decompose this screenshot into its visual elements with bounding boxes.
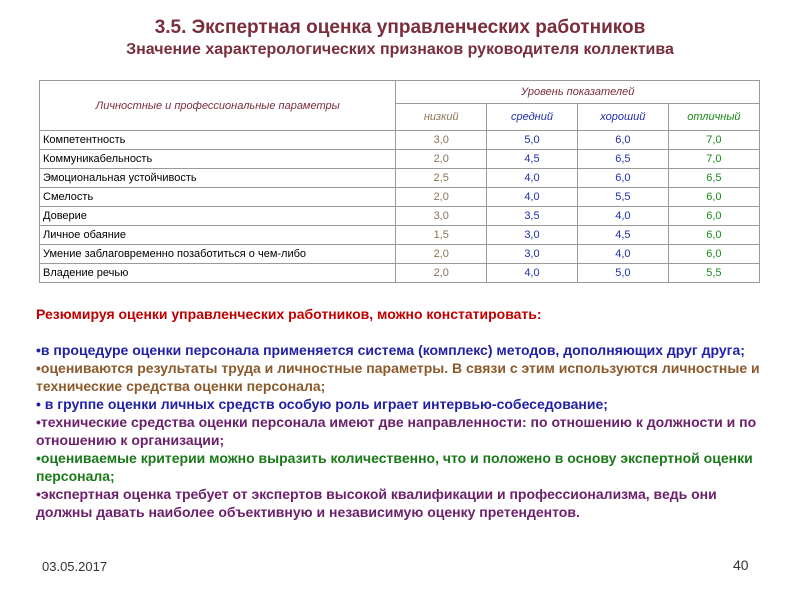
table-row <box>40 131 760 150</box>
row-value: 3,0 <box>396 207 487 226</box>
row-value: 3,0 <box>487 226 578 245</box>
summary-item: •технические средства оценки персонала имеют две направленности: по отношению к должности и по отношению к организации; <box>36 414 757 448</box>
row-parameter-name: Владение речью <box>40 264 396 283</box>
level-header: Уровень показателей <box>396 81 760 104</box>
row-value: 4,0 <box>487 264 578 283</box>
row-value: 4,0 <box>577 245 668 264</box>
footer-date: 03.05.2017 <box>42 559 108 574</box>
row-value: 3,0 <box>396 131 487 150</box>
row-value: 5,0 <box>487 131 578 150</box>
row-value: 2,0 <box>396 245 487 264</box>
table-row <box>40 207 760 226</box>
row-value: 4,0 <box>487 188 578 207</box>
slide-subtitle: Значение характерологических признаков руководителя коллектива <box>126 41 674 58</box>
page-number: 40 <box>733 557 749 573</box>
row-value: 6,5 <box>668 169 759 188</box>
row-parameter-name: Умение заблаговременно позаботиться о чем-либо <box>40 245 396 264</box>
row-value: 3,0 <box>487 245 578 264</box>
row-value: 7,0 <box>668 150 759 169</box>
level-low-header: низкий <box>396 104 487 131</box>
row-value: 4,0 <box>577 207 668 226</box>
table-row <box>40 226 760 245</box>
row-parameter-name: Эмоциональная устойчивость <box>40 169 396 188</box>
row-value: 5,5 <box>668 264 759 283</box>
row-value: 2,0 <box>396 150 487 169</box>
param-header: Личностные и профессиональные параметры <box>40 81 396 131</box>
row-parameter-name: Коммуникабельность <box>40 150 396 169</box>
row-value: 6,0 <box>577 169 668 188</box>
characteristics-table <box>39 80 760 283</box>
level-good-header: хороший <box>577 104 668 131</box>
table-row <box>40 264 760 283</box>
row-value: 3,5 <box>487 207 578 226</box>
summary-item: •экспертная оценка требует от экспертов высокой квалификации и профессионализма, ведь они должны давать наиболее объективную и независимую оценку претендентов. <box>36 486 717 520</box>
level-excellent-header: отличный <box>668 104 759 131</box>
table-row <box>40 188 760 207</box>
level-mid-header: средний <box>487 104 578 131</box>
row-value: 4,0 <box>487 169 578 188</box>
summary-block <box>36 305 776 521</box>
row-value: 6,0 <box>668 226 759 245</box>
row-parameter-name: Смелость <box>40 188 396 207</box>
row-value: 4,5 <box>487 150 578 169</box>
row-value: 4,5 <box>577 226 668 245</box>
row-value: 2,0 <box>396 264 487 283</box>
slide-title: 3.5. Экспертная оценка управленческих работников <box>154 17 646 38</box>
summary-intro: Резюмируя оценки управленческих работников, можно констатировать: <box>36 306 542 322</box>
row-value: 6,0 <box>577 131 668 150</box>
row-value: 2,0 <box>396 188 487 207</box>
summary-item: •в процедуре оценки персонала применяется система (комплекс) методов, дополняющих друг друга; <box>36 342 745 358</box>
row-value: 5,5 <box>577 188 668 207</box>
row-parameter-name: Личное обаяние <box>40 226 396 245</box>
row-value: 6,5 <box>577 150 668 169</box>
row-value: 6,0 <box>668 188 759 207</box>
row-parameter-name: Компетентность <box>40 131 396 150</box>
summary-item: • в группе оценки личных средств особую роль играет интервью-собеседование; <box>36 396 608 412</box>
row-value: 6,0 <box>668 207 759 226</box>
table-row <box>40 150 760 169</box>
table-row <box>40 169 760 188</box>
summary-item: •оцениваемые критерии можно выразить количественно, что и положено в основу экспертной оценки персонала; <box>36 450 753 484</box>
row-value: 5,0 <box>577 264 668 283</box>
row-value: 1,5 <box>396 226 487 245</box>
row-value: 2,5 <box>396 169 487 188</box>
row-parameter-name: Доверие <box>40 207 396 226</box>
row-value: 7,0 <box>668 131 759 150</box>
slide-title-block <box>0 16 800 60</box>
table-body <box>40 131 760 283</box>
row-value: 6,0 <box>668 245 759 264</box>
table-row <box>40 245 760 264</box>
summary-item: •оцениваются результаты труда и личностные параметры. В связи с этим используются личностные и технические средства оценки персонала; <box>36 360 760 394</box>
